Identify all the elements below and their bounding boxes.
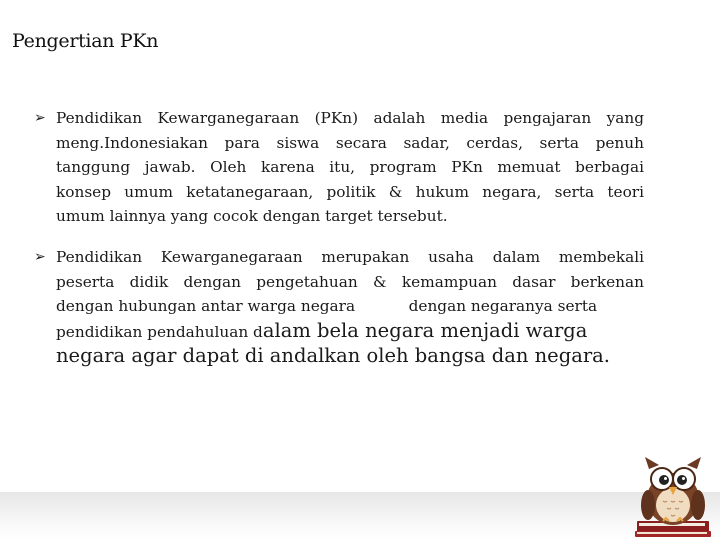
bullet-text <box>56 106 644 229</box>
bullet-item <box>34 106 644 229</box>
bullet-line: meng.Indonesiakan para siswa secara sadar, cerdas, serta penuh <box>56 133 644 152</box>
bullet-text-small: pendidikan pendahuluan d <box>56 322 263 341</box>
bullet-line: tanggung jawab. Oleh karena itu, program PKn memuat berbagai <box>56 158 644 176</box>
owl-on-books-icon <box>633 455 713 537</box>
bullet-line: dengan hubungan antar warga negara dengan negaranya serta <box>56 297 598 315</box>
arrow-bullet-icon: ➢ <box>34 110 46 126</box>
bullet-line: konsep umum ketatanegaraan, politik & hukum negara, serta teori <box>56 182 644 201</box>
bullet-line: peserta didik dengan pengetahuan & kemampuan dasar berkenan <box>56 272 644 291</box>
slide-title: Pengertian PKn <box>12 30 159 52</box>
footer-band <box>0 492 720 540</box>
bullet-text <box>56 245 644 369</box>
bullet-line: negara agar dapat di andalkan oleh bangsa dan negara. <box>56 344 610 367</box>
bullet-item <box>34 245 644 369</box>
bullet-line: Pendidikan Kewarganegaraan merupakan usaha dalam membekali <box>56 248 644 266</box>
bullet-text-large: alam bela negara menjadi warga <box>262 318 588 342</box>
arrow-bullet-icon: ➢ <box>34 249 46 265</box>
bullet-line-mixed <box>56 319 644 345</box>
bullet-line: umum lainnya yang cocok dengan target tersebut. <box>56 207 448 225</box>
bullet-line: Pendidikan Kewarganegaraan (PKn) adalah media pengajaran yang <box>56 109 644 127</box>
